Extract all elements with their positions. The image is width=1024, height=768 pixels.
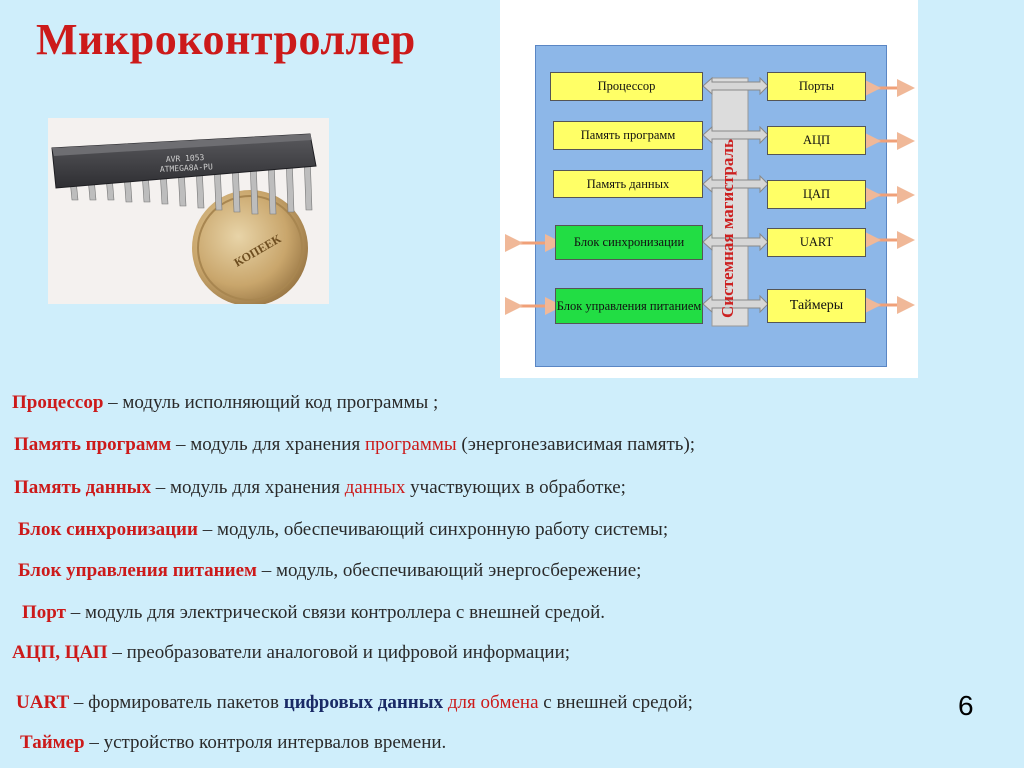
- definition-emphasis: цифровых данных: [283, 692, 444, 713]
- page-number: 6: [958, 690, 974, 721]
- definition-term: Блок управления питанием: [18, 560, 257, 581]
- definition-text: (энергонезависимая память);: [456, 434, 696, 455]
- definition-text: – модуль, обеспечивающий синхронную работу системы;: [197, 519, 669, 540]
- definition-text: – преобразователи аналоговой и цифровой информации;: [107, 642, 571, 663]
- definition-text: – модуль для хранения: [150, 477, 345, 498]
- block-data-memory: Память данных: [553, 170, 703, 198]
- block-program-memory: Память программ: [553, 121, 703, 150]
- system-bus-label: Системная магистраль: [718, 138, 737, 318]
- definition-text: – модуль для электрической связи контроллера с внешней средой.: [65, 602, 605, 623]
- definition-text: с внешней средой;: [538, 692, 693, 713]
- block-dac: ЦАП: [767, 180, 866, 209]
- definition-term: Порт: [22, 602, 66, 623]
- coin-text: КОПЕЕК: [231, 231, 284, 270]
- definition-sync: [18, 519, 668, 541]
- definition-term: Память данных: [14, 477, 151, 498]
- definition-program-memory: [14, 434, 695, 456]
- definition-text: – устройство контроля интервалов времени.: [84, 732, 447, 753]
- definition-power-control: [18, 560, 641, 582]
- block-adc: АЦП: [767, 126, 866, 155]
- definition-term: Таймер: [20, 732, 85, 753]
- definition-term: Память программ: [14, 434, 172, 455]
- definition-term: Процессор: [12, 392, 104, 413]
- block-sync: Блок синхронизации: [555, 225, 703, 260]
- definition-highlight: данных: [344, 477, 406, 498]
- definition-highlight: программы: [364, 434, 457, 455]
- definition-text: участвующих в обработке;: [405, 477, 626, 498]
- block-power-control: Блок управления питанием: [555, 288, 703, 324]
- block-uart: UART: [767, 228, 866, 257]
- definition-timer: [20, 732, 446, 754]
- definition-text: – модуль, обеспечивающий энергосбережение;: [256, 560, 642, 581]
- definition-data-memory: [14, 477, 626, 499]
- definition-port: [22, 602, 605, 624]
- definition-text: – модуль для хранения: [171, 434, 365, 455]
- block-ports: Порты: [767, 72, 866, 101]
- block-timers: Таймеры: [767, 289, 866, 323]
- chip-marking-1: AVR 1053: [165, 152, 205, 164]
- definition-term: АЦП, ЦАП: [12, 642, 108, 663]
- definition-text: – формирователь пакетов: [69, 692, 284, 713]
- definition-text: – модуль исполняющий код программы ;: [103, 392, 439, 413]
- definition-term: Блок синхронизации: [18, 519, 198, 540]
- definition-highlight: для обмена: [447, 692, 539, 713]
- chip-marking-2: ATMEGA8A-PU: [159, 162, 214, 174]
- slide-title: Микроконтроллер: [36, 15, 416, 64]
- block-processor: Процессор: [550, 72, 703, 101]
- definition-adc-dac: [12, 642, 570, 664]
- definition-term: UART: [16, 692, 70, 713]
- definition-processor: [12, 392, 438, 414]
- definition-uart: [16, 692, 693, 714]
